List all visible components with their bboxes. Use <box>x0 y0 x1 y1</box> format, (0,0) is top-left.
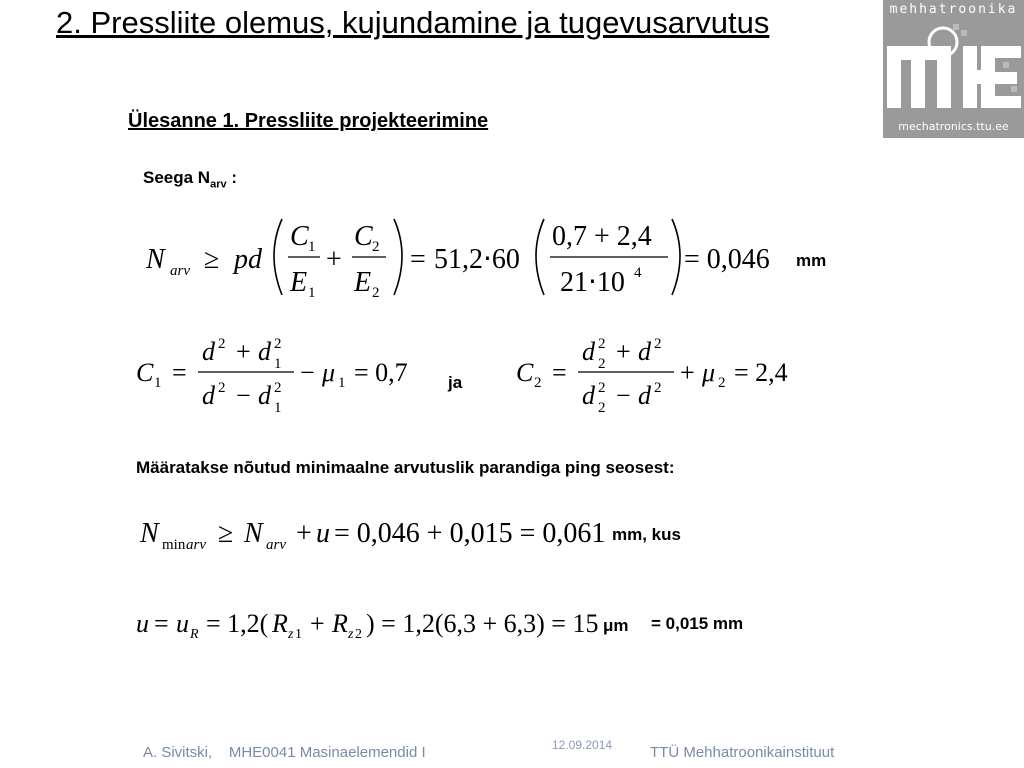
svg-text:2: 2 <box>274 380 282 396</box>
svg-text:N: N <box>140 518 159 549</box>
formula-n-arv <box>140 205 800 305</box>
seega-colon: : <box>226 168 238 187</box>
svg-text:2: 2 <box>598 356 606 372</box>
svg-text:d: d <box>202 381 215 410</box>
svg-text:−: − <box>236 381 251 410</box>
svg-text:1: 1 <box>154 375 162 391</box>
footer-date: 12.09.2014 <box>552 738 613 752</box>
svg-text:2: 2 <box>274 336 282 352</box>
svg-text:+: + <box>326 244 342 275</box>
seega-text: Seega N <box>143 168 211 187</box>
svg-text:u: u <box>176 609 189 638</box>
equals-result: = 0,015 mm <box>651 614 744 633</box>
svg-text:d: d <box>582 381 595 410</box>
mhe-logo-icon <box>883 20 1024 118</box>
svg-text:μ: μ <box>322 358 336 387</box>
formula-c1 <box>132 330 432 420</box>
svg-text:C: C <box>136 358 154 387</box>
seega-sub: arv <box>210 178 227 191</box>
svg-text:= 2,4: = 2,4 <box>734 358 788 387</box>
svg-text:C: C <box>516 358 534 387</box>
svg-text:−: − <box>616 381 631 410</box>
svg-text:2: 2 <box>534 375 542 391</box>
svg-text:arv: arv <box>186 537 206 553</box>
svg-text:+: + <box>680 358 695 387</box>
svg-text:d: d <box>582 337 595 366</box>
svg-text:R: R <box>332 609 348 638</box>
svg-text:2: 2 <box>355 627 362 642</box>
svg-text:d: d <box>638 337 651 366</box>
unit-mm: mm <box>796 251 827 270</box>
footer-author: A. Sivitski, MHE0041 Masinaelemendid I <box>143 744 426 761</box>
svg-text:2: 2 <box>654 380 662 396</box>
svg-text:1: 1 <box>274 400 282 416</box>
svg-text:=: = <box>410 244 426 275</box>
slide-subtitle: Ülesanne 1. Pressliite projekteerimine <box>128 110 489 132</box>
svg-text:+: + <box>310 609 325 638</box>
svg-text:N: N <box>146 244 165 275</box>
svg-text:= 1,2(: = 1,2( <box>206 609 269 638</box>
svg-text:) = 1,2(6,3 + 6,3) = 15: ) = 1,2(6,3 + 6,3) = 15 <box>366 609 599 638</box>
svg-text:= 0,046 + 0,015 = 0,061: = 0,046 + 0,015 = 0,061 <box>334 518 606 549</box>
svg-text:= 0,7: = 0,7 <box>354 358 408 387</box>
svg-text:arv: arv <box>266 537 286 553</box>
svg-text:≥: ≥ <box>218 518 234 549</box>
svg-text:2: 2 <box>372 285 380 301</box>
svg-text:2: 2 <box>218 336 226 352</box>
svg-text:+: + <box>616 337 631 366</box>
svg-text:=: = <box>552 358 567 387</box>
svg-text:1: 1 <box>308 239 316 255</box>
svg-text:2: 2 <box>598 400 606 416</box>
svg-text:d: d <box>258 337 271 366</box>
mehhatroonika-logo <box>883 0 1024 138</box>
svg-text:z: z <box>288 627 294 642</box>
svg-text:pd: pd <box>234 244 262 275</box>
svg-text:+: + <box>296 518 312 549</box>
svg-text:2: 2 <box>598 336 606 352</box>
footer-institute: TTÜ Mehhatroonikainstituut <box>650 744 835 761</box>
svg-text:μ: μ <box>702 358 716 387</box>
svg-text:z: z <box>348 627 354 642</box>
unit-um: μm <box>603 616 629 635</box>
svg-text:2: 2 <box>718 375 726 391</box>
svg-text:E: E <box>354 267 372 298</box>
svg-text:0,7 + 2,4: 0,7 + 2,4 <box>552 221 652 252</box>
ja-label: ja <box>448 373 463 392</box>
maaratakse-text: Määratakse nõutud minimaalne arvutuslik parandiga ping seosest: <box>136 458 675 477</box>
seega-label <box>143 168 237 190</box>
svg-text:d: d <box>638 381 651 410</box>
svg-text:d: d <box>202 337 215 366</box>
svg-text:=: = <box>154 609 169 638</box>
svg-text:R: R <box>272 609 288 638</box>
svg-text:1: 1 <box>295 627 302 642</box>
svg-text:arv: arv <box>170 263 190 279</box>
svg-text:2: 2 <box>654 336 662 352</box>
svg-text:d: d <box>258 381 271 410</box>
svg-text:2: 2 <box>218 380 226 396</box>
formula-c2 <box>512 330 812 420</box>
svg-text:min: min <box>162 537 186 553</box>
formula-n-min-arv <box>136 510 616 560</box>
svg-text:= 0,046: = 0,046 <box>684 244 770 275</box>
svg-text:u: u <box>136 609 149 638</box>
formula-u <box>132 600 612 650</box>
svg-text:51,2⋅60: 51,2⋅60 <box>434 244 520 275</box>
svg-text:E: E <box>290 267 308 298</box>
svg-text:2: 2 <box>598 380 606 396</box>
svg-text:1: 1 <box>274 356 282 372</box>
logo-top-text: mehhatroonika <box>889 2 1018 17</box>
svg-text:2: 2 <box>372 239 380 255</box>
svg-text:1: 1 <box>338 375 346 391</box>
svg-text:−: − <box>300 358 315 387</box>
svg-text:C: C <box>354 221 373 252</box>
svg-text:N: N <box>244 518 263 549</box>
svg-text:R: R <box>190 627 199 642</box>
svg-text:=: = <box>172 358 187 387</box>
svg-text:+: + <box>236 337 251 366</box>
slide-title: 2. Pressliite olemus, kujundamine ja tugevusarvutus <box>56 5 770 40</box>
svg-text:u: u <box>316 518 330 549</box>
svg-text:1: 1 <box>308 285 316 301</box>
svg-text:≥: ≥ <box>204 244 220 275</box>
logo-bottom-text: mechatronics.ttu.ee <box>898 120 1009 133</box>
svg-text:C: C <box>290 221 309 252</box>
svg-text:4: 4 <box>634 265 642 281</box>
svg-text:21⋅10: 21⋅10 <box>560 267 625 298</box>
unit-mm-kus: mm, kus <box>612 525 681 544</box>
